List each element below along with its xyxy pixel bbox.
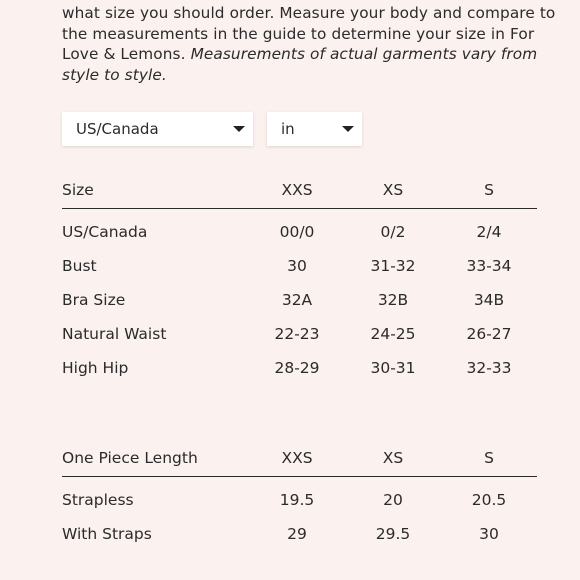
chevron-down-icon: [233, 126, 245, 132]
table-header-row: [62, 440, 537, 477]
cell-xs: 31-32: [370, 257, 416, 275]
cell-xxs: 22-23: [274, 325, 320, 343]
unit-select[interactable]: [267, 112, 362, 146]
table-row: [62, 317, 537, 351]
table-row: [62, 477, 537, 518]
cell-xs: 30-31: [370, 359, 416, 377]
cell-xxs: 19.5: [279, 491, 315, 509]
cell-s: 20.5: [471, 491, 507, 509]
cell-xxs: 32A: [281, 291, 313, 309]
header-xxs: XXS: [249, 440, 345, 477]
cell-xs: 20: [383, 491, 403, 509]
table-row: [62, 283, 537, 317]
cell-xxs: 28-29: [274, 359, 320, 377]
row-label: US/Canada: [62, 223, 148, 241]
cell-s: 32-33: [466, 359, 512, 377]
header-size: Size: [62, 172, 249, 209]
header-xs: XS: [345, 440, 441, 477]
cell-xs: 32B: [377, 291, 409, 309]
row-label: With Straps: [62, 525, 152, 543]
cell-xxs: 00/0: [279, 223, 315, 241]
row-label: Strapless: [62, 491, 134, 509]
cell-s: 30: [479, 525, 499, 543]
region-select-value: US/Canada: [76, 120, 159, 138]
row-label: Bra Size: [62, 291, 126, 309]
header-xxs: XXS: [249, 172, 345, 209]
intro-text: what size you should order. Measure your body and compare to the measurements in the guide to determine your size in For Love & Lemons.: [62, 4, 556, 63]
header-one-piece-length: One Piece Length: [62, 440, 249, 477]
intro-italic-note: Measurements of actual garments vary from style to style.: [62, 45, 538, 84]
cell-s: 26-27: [466, 325, 512, 343]
table-row: [62, 351, 537, 385]
header-xs: XS: [345, 172, 441, 209]
intro-paragraph: [62, 3, 562, 85]
row-label: Natural Waist: [62, 325, 167, 343]
table-row: [62, 517, 537, 551]
cell-xs: 29.5: [375, 525, 411, 543]
header-s: S: [441, 440, 537, 477]
one-piece-length-table: [62, 440, 537, 551]
cell-xs: 24-25: [370, 325, 416, 343]
table-row: [62, 249, 537, 283]
cell-s: 2/4: [476, 223, 502, 241]
cell-xxs: 30: [287, 257, 307, 275]
chevron-down-icon: [342, 126, 354, 132]
header-s: S: [441, 172, 537, 209]
region-select[interactable]: [62, 112, 253, 146]
cell-xxs: 29: [287, 525, 307, 543]
table-header-row: [62, 172, 537, 209]
cell-xs: 0/2: [380, 223, 406, 241]
row-label: High Hip: [62, 359, 129, 377]
row-label: Bust: [62, 257, 97, 275]
table-row: [62, 209, 537, 250]
cell-s: 34B: [473, 291, 505, 309]
size-chart-table: [62, 172, 537, 385]
cell-s: 33-34: [466, 257, 512, 275]
unit-select-value: in: [281, 120, 295, 138]
